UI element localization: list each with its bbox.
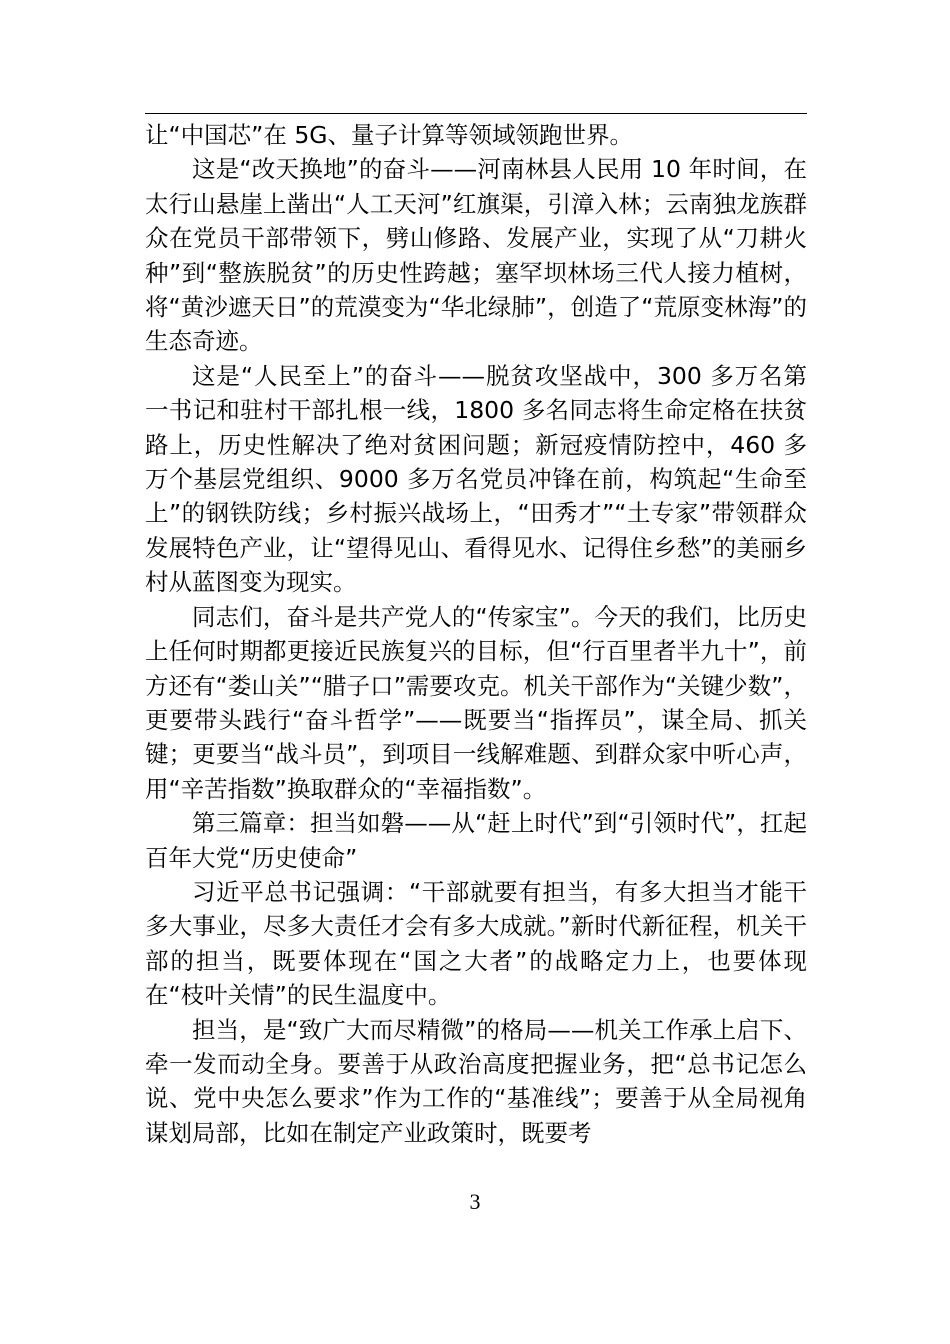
section-heading: 第三篇章：担当如磐——从“赶上时代”到“引领时代”，扛起百年大党“历史使命” [145, 809, 807, 872]
paragraph: 习近平总书记强调：“干部就要有担当，有多大担当才能干多大事业，尽多大责任才会有多大成就。”新时代新征程，机关干部的担当，既要体现在“国之大者”的战略定力上，也要体现在“枝叶关情”的民生温度中。 [145, 877, 807, 1010]
paragraph: 同志们，奋斗是共产党人的“传家宝”。今天的我们，比历史上任何时期都更接近民族复兴的目标，但“行百里者半九十”，前方还有“娄山关”“腊子口”需要攻克。机关干部作为“关键少数”，更要带头践行“奋斗哲学”——既要当“指挥员”，谋全局、抓关键；更要当“战斗员”，到项目一线解难题、到群众家中听心声，用“辛苦指数”换取群众的“幸福指数”。 [145, 602, 807, 803]
paragraph: 这是“改天换地”的奋斗——河南林县人民用 10 年时间，在太行山悬崖上凿出“人工天河”红旗渠，引漳入林；云南独龙族群众在党员干部带领下，劈山修路、发展产业，实现了从“刀耕火种”到“整族脱贫”的历史性跨越；塞罕坝林场三代人接力植树，将“黄沙遮天日”的荒漠变为“华北绿肺”，创造了“荒原变林海”的生态奇迹。 [145, 155, 807, 356]
paragraph: 让“中国芯”在 5G、量子计算等领域领跑世界。 [145, 121, 633, 149]
page-number: 3 [469, 1189, 481, 1214]
paragraph: 这是“人民至上”的奋斗——脱贫攻坚战中，300 多万名第一书记和驻村干部扎根一线，1800 多名同志将生命定格在扶贫路上，历史性解决了绝对贫困问题；新冠疫情防控中，460 多万个基层党组织、9000 多万名党员冲锋在前，构筑起“生命至上”的钢铁防线；乡村振兴战场上，“田秀才”“土专家”带领群众发展特色产业，让“望得见山、看得见水、记得住乡愁”的美丽乡村从蓝图变为现实。 [145, 361, 807, 597]
paragraph: 担当，是“致广大而尽精微”的格局——机关工作承上启下、牵一发而动全身。要善于从政治高度把握业务，把“总书记怎么说、党中央怎么要求”作为工作的“基准线”；要善于从全局视角谋划局部，比如在制定产业政策时，既要考 [145, 1015, 807, 1147]
header-rule [145, 113, 807, 114]
body-text [145, 118, 807, 1150]
